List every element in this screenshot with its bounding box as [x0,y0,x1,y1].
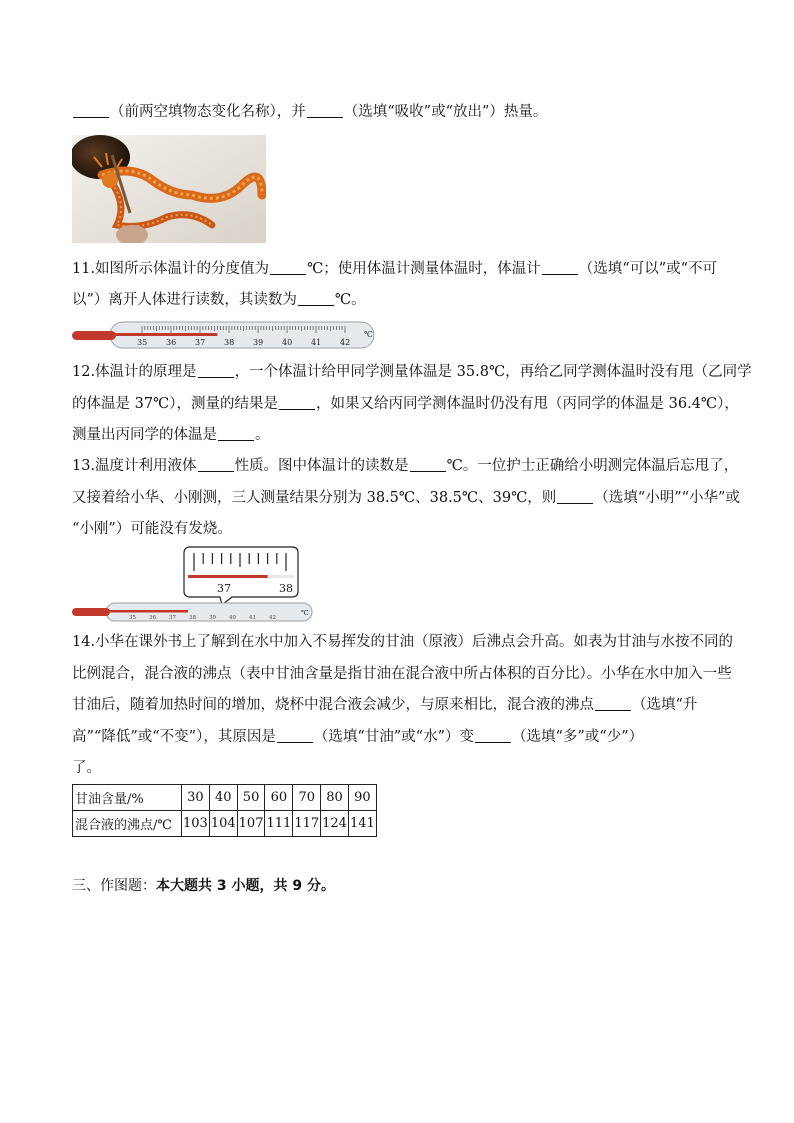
table-cell: 124 [321,811,349,837]
tick-label: 41 [249,615,256,621]
answer-blank [277,728,313,743]
table-cell: 70 [293,785,321,811]
zoom-mercury-column [188,575,268,578]
table-cell: 103 [182,811,210,837]
mercury-column [108,610,188,613]
tick-label: 41 [311,338,322,347]
answer-blank [279,395,315,410]
tick-label: 42 [269,615,276,621]
table-cell: 117 [293,811,321,837]
q12-line-1: 12.体温计的原理是 ，一个体温计给甲同学测量体温是 35.8℃，再给乙同学测体温时没有甩（乙同学 [72,364,752,380]
unit-label: ℃ [301,609,309,617]
table-cell: 50 [237,785,265,811]
tick-label: 38 [224,338,235,347]
table-row-label: 混合液的沸点/℃ [73,811,182,837]
q13-line-2: 又接着给小华、小刚测，三人测量结果分别为 38.5℃、38.5℃、39℃，则 （选填“小明”“小华”或 [72,490,740,506]
mercury-column [112,333,217,336]
tick-label: 39 [209,615,216,621]
unit-label: ℃ [364,330,373,339]
tick-label: 35 [137,338,148,347]
answer-blank [198,457,234,472]
answer-blank [595,696,631,711]
answer-blank [218,426,254,441]
tick-label: 38 [189,615,196,621]
glycerin-boiling-table [72,784,377,837]
tick-label: 39 [253,338,264,347]
q12-line-3: 测量出丙同学的体温是 。 [72,427,270,443]
table-row [73,785,377,811]
answer-blank [542,260,578,275]
answer-blank [410,457,446,472]
q11-line-1: 11.如图所示体温计的分度值为 ℃；使用体温计测量体温时，体温计 （选填“可以”或“不可 [72,261,718,277]
q13-line-3: “小刚”）可能没有发烧。 [72,521,232,537]
table-row [73,811,377,837]
tick-label: 40 [229,615,236,621]
q14-line-1: 14.小华在课外书上了解到在水中加入不易挥发的甘油（原液）后沸点会升高。如表为甘油与水按不同的 [72,634,734,650]
table-cell: 80 [321,785,349,811]
answer-blank [73,103,109,118]
tick-label: 36 [149,615,156,621]
q14-line-3: 甘油后，随着加热时间的增加，烧杯中混合液会减少，与原来相比，混合液的沸点 （选填“升 [72,697,698,713]
section-3-heading: 三、作图题：本大题共 3 小题，共 9 分。 [72,878,335,894]
tick-label: 36 [166,338,177,347]
answer-blank [198,363,234,378]
table-cell: 111 [265,811,293,837]
thermometer-with-zoom-figure [72,545,318,625]
table-cell: 30 [182,785,210,811]
answer-blank [270,260,306,275]
q10-tail-line: （前两空填物态变化名称），并 （选填“吸收”或“放出”）热量。 [72,102,547,122]
thermometer-bulb [72,331,116,340]
q14-line-4: 高”“降低”或“不变”），其原因是 （选填“甘油”或“水”）变 （选填“多”或“少”） [72,729,644,745]
q11-line-2: 以”）离开人体进行读数，其读数为 ℃。 [72,292,366,308]
tick-label: 40 [282,338,293,347]
tick-label: 42 [340,338,351,347]
clinical-thermometer-figure [72,320,380,352]
sugar-dragon-photo [72,135,266,243]
answer-blank [298,291,334,306]
q14-line-2: 比例混合，混合液的沸点（表中甘油含量是指甘油在混合液中所占体积的百分比）。小华在水中加入一些 [72,666,732,682]
tick-label: 35 [129,615,136,621]
answer-blank [557,489,593,504]
table-cell: 104 [209,811,237,837]
table-row-label: 甘油含量/% [73,785,182,811]
answer-blank [475,728,511,743]
tick-label: 37 [169,615,176,621]
table-cell: 107 [237,811,265,837]
q12-line-2: 的体温是 37℃），测量的结果是 ，如果又给丙同学测体温时仍没有甩（丙同学的体温是 36.4℃）， [72,396,739,412]
zoom-label-37: 37 [217,582,231,595]
table-cell: 40 [209,785,237,811]
answer-blank [307,103,343,118]
table-cell: 141 [348,811,376,837]
table-cell: 60 [265,785,293,811]
zoom-label-38: 38 [279,582,293,595]
tick-label: 37 [195,338,206,347]
table-cell: 90 [348,785,376,811]
q13-line-1: 13.温度计利用液体 性质。图中体温计的读数是 ℃。一位护士正确给小明测完体温后忘甩了， [72,458,739,474]
thermometer-bulb [72,608,110,616]
q14-line-5: 了。 [72,760,101,776]
